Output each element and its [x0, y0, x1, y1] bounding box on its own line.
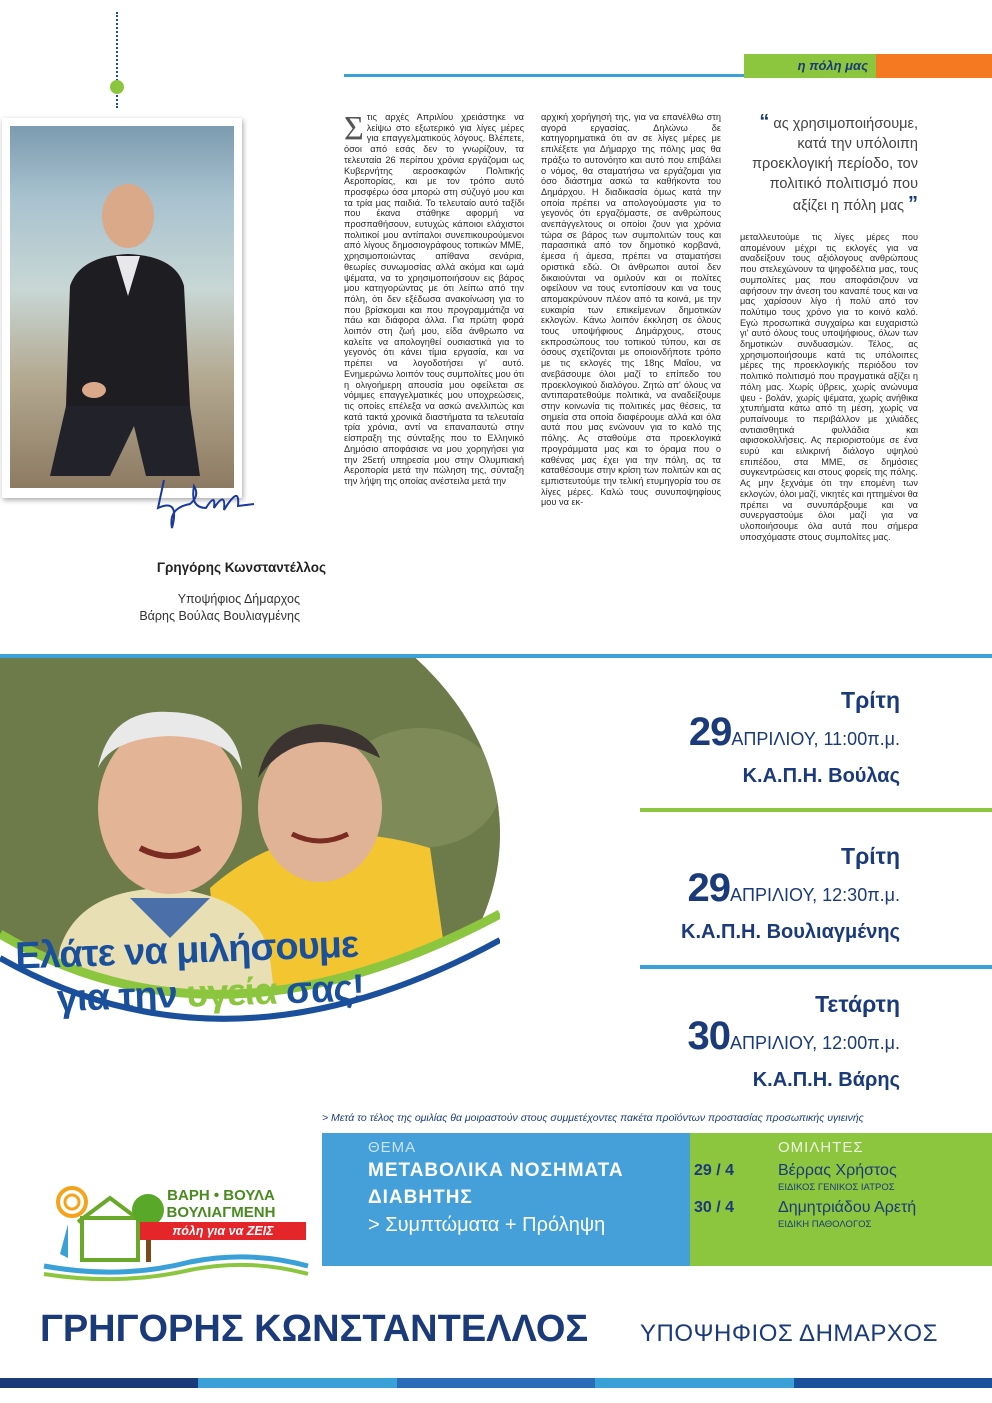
pull-quote-text: ας χρησιμοποιήσουμε, κατά την υπόλοιπη προεκλογική περίοδο, τον πολιτικό πολιτισμό που αξίζει η πόλη μας	[752, 116, 918, 214]
event-place: Κ.Α.Π.Η. Βούλας	[742, 765, 900, 787]
drop-cap: Σ	[344, 110, 364, 147]
article-text-2: αρχική χορήγησή της, για να επανέλθω στη αγορά εργασίας. Δηλώνω δε κατηγορηματικά ότι αν σε λίγες μέρες με επιλέξετε για Δήμαρχο της πόλης μας θα πράξω το αυτονόητο και αυτό που επιβάλει ο νόμος, θα σταματήσω να εργάζομαι για όσο διάστημα ασκώ τα καθήκοντα του Δημάρχου. Η διαδικασία όμως κατά την οποία πρέπει να απολογούμαστε για το γεγονός ότι εργαζόμαστε, σε ανθρώπους ανεπάγγελτους οι οποίοι ζουν για χρόνια τώρα σε βάρος των συμπολιτών τους και παρασιτικά από τον δημοτικό κορβανά, έμεσα ή άμεσα, πρέπει να σταματήσει οριστικά εδώ. Οι άνθρωποι αυτοί δεν δικαιούνται να ομιλούν και οι πολίτες οφείλουν να τους εντοπίσουν και να τους απομακρύνουν πλέον από τα κοινά, με την ευκαιρία των επικείμενων δημοτικών εκλογών. Κάνω λοιπόν έκκληση σε όλους τους υποψήφιους Δημάρχους, στους εκπροσώπους του τοπικού τύπου, και σε όσους σχετίζονται με οποιονδήποτε τρόπο με τις εκλογές της 18ης Μαΐου, να ανεβάσουμε όλοι μαζί το επίπεδο του προεκλογικού διαλόγου. Ζητώ απ' όλους να αντιπαρατεθούμε πολιτικά, να αναδείξουμε στην κοινωνία τις πολιτικές μας θέσεις, τα σημεία στα οποία διαφέρουμε αλλά και όλα αυτά που μας ενώνουν για το καλό της πόλης. Ας σταθούμε στα προεκλογικά προγράμματα μας και το όραμα που ο καθένας μας έχει για την πόλη, ας τα καταθέσουμε στην κρίση των πολιτών και ας εμπιστευτούμε την τελική ετυμηγορία του σε λίγες μέρες. Καλώ τους συνυποψηφίους μου να εκ-	[541, 112, 721, 508]
event-datetime: ΑΠΡΙΛΙΟΥ, 11:00π.μ.	[731, 729, 900, 749]
theme-box	[322, 1133, 690, 1266]
signature	[150, 468, 260, 538]
theme-subtitle: > Συμπτώματα + Πρόληψη	[368, 1214, 606, 1236]
pull-quote	[740, 112, 918, 216]
article-text-3: μεταλλευτούμε τις λίγες μέρες που απομένουν μέχρι τις εκλογές για να αναδείξουν τους αξιόλογους ανθρώπους που στελεχώνουν τα ψηφοδέλτια μας, τους συμπολίτες μας που αποφάσιζουν να αφήσουν την άνεση του καναπέ τους και να μας χαρίσουν λίγο ή πολύ από τον πολύτιμο τους χρόνο για το κοινό καλό. Εγώ προσωπικά συγχαίρω και ευχαριστώ γι' αυτό όλους τους υποψήφιους, όλων των δημοτικών συνδυασμών. Τέλος, ας χρησιμοποιήσουμε κατά τις υπόλοιπες μέρες της προεκλογικής περιόδου τον πολιτικό πολιτισμό που πραγματικά αξίζει η πόλη μας. Χωρίς ύβρεις, χωρίς ανώνυμα ψευ - βολάν, χωρίς ψέματα, χωρίς ανήθικα χτυπήματα κάτω από τη μέση, χωρίς να ρυπαίνουμε το περιβάλλον με χιλιάδες αντιαισθητικά φυλλάδια και αφισοκολλήσεις. Ας περιοριστούμε σε ένα ευρύ και ειλικρινή διάλογο υψηλού επιπέδου, στα ΜΜΕ, σε δημόσιες συγκεντρώσεις και στους φορείς της πόλης. Ας μην ξεχνάμε ότι την επομένη των εκλογών, όλοι μαζί, νικητές και ηττημένοι θα πρέπει να συνυπάρξουμε και να συνεργαστούμε όλοι μαζί για να υλοποιήσουμε όλα αυτά που σήμερα υποσχόμαστε στους συμπολίτες μας.	[740, 232, 918, 542]
candidate-photo-card	[2, 118, 242, 498]
speaker-name: Δημητριάδου Αρετή	[778, 1199, 917, 1216]
divider-blue	[640, 965, 992, 969]
event-day: Τετάρτη	[815, 991, 900, 1017]
footer-role: ΥΠΟΨΗΦΙΟΣ ΔΗΜΑΡΧΟΣ	[640, 1320, 938, 1347]
speaker-name: Βέρρας Χρήστος	[778, 1162, 897, 1179]
theme-label: ΘΕΜΑ	[368, 1139, 417, 1156]
slogan-word-health: υγεία	[185, 970, 278, 1016]
speaker-title: ΕΙΔΙΚΟΣ ΓΕΝΙΚΟΣ ΙΑΤΡΟΣ	[778, 1182, 895, 1193]
event-place: Κ.Α.Π.Η. Βάρης	[752, 1069, 900, 1091]
article-column-3	[740, 232, 918, 542]
slogan-word-2: να μιλήσουμε	[123, 923, 359, 974]
theme-title-2: ΔΙΑΒΗΤΗΣ	[368, 1187, 473, 1208]
speaker-date: 30 / 4	[694, 1199, 735, 1216]
article-text-1: τις αρχές Απριλίου χρειάστηκε να λείψω στο εξωτερικό για λίγες μέρες για επαγγελματικούς λόγους. Βλέπετε, όσοι από εσάς δεν το γνωρίζουν, τα τελευταία 26 περίπου χρόνια εργάζομαι ως Κυβερνήτης αεροσκαφών Πολιτικής Αεροπορίας, και με τον τρόπο αυτό προσφέρω όσα μπορώ στη σύζυγό μου και τα τρία μας παιδιά. Το τελευταίο αυτό ταξίδι που έκανα στάθηκε αφορμή να προσπαθήσουν, ευτυχώς κάποιοι ελάχιστοι πολιτικοί μου αντίπαλοι συνεπικουρούμενοι από λίγους δημοσιογράφους τοπικών ΜΜΕ, χρησιμοποιώντας απίθανα σενάρια, θεωρίες συνωμοσίας αλλά ακόμα και ωμά ψέματα, να το χρησιμοποιήσουν εις βάρος μου κατηγορώντας με ότι λείπω από την πόλη, ότι δεν εξέδωσα ανακοίνωση για το που βρίσκομαι και που προγραμμάτιζα να πάω και διάφορα άλλα. Για πρώτη φορά λοιπόν στη ζωή μου, είδα άνθρωπο να καλείτε να απολογηθεί ουσιαστικά για το γεγονός ότι κάνει τίμια εργασία, και να πρέπει να λογοδοτήσει γι' αυτό. Ενημερώνω λοιπόν τους συμπολίτες μου ότι η ολιγοήμερη απουσία μου οφείλεται σε νόμιμες επαγγελματικές μου υποχρεώσεις, τις οποίες επέλεξα να ασκώ ανελλιπώς και κατά τακτά χρονικά διαστήματα τα τελευταία τρία χρόνια, αντί να επαναπαυτώ στην είσπραξη της σύνταξης που το Ελληνικό Δημόσιο αποφάσισε να μου χορηγήσει για την 25ετή υπηρεσία μου στην Ολυμπιακή Αεροπορία μετά την πώληση της, σύνταξη την λήψη της οποίας ανέστειλα μετά την	[344, 112, 524, 486]
event-place: Κ.Α.Π.Η. Βουλιαγμένης	[681, 921, 900, 943]
speakers-box	[690, 1133, 992, 1266]
article-column-2	[541, 112, 721, 508]
event-day: Τρίτη	[841, 843, 900, 869]
campaign-slogan	[15, 921, 398, 1022]
event-2	[681, 842, 900, 947]
slogan-word-1: Ελάτε	[14, 932, 116, 978]
green-dot	[110, 80, 124, 94]
divider-green	[640, 808, 992, 812]
speaker-date: 29 / 4	[694, 1162, 735, 1179]
footnote: > Μετά το τέλος της ομιλίας θα μοιραστούν στους συμμετέχοντες πακέτα προϊόντων προστασίας προσωπικής υγιεινής	[322, 1112, 864, 1124]
candidate-municipality: Βάρης Βούλας Βουλιαγμένης	[139, 609, 300, 623]
slogan-word-4: σας!	[285, 967, 365, 1013]
event-date-number: 30	[687, 1014, 730, 1058]
article-column-1	[344, 112, 524, 487]
event-datetime: ΑΠΡΙΛΙΟΥ, 12:00π.μ.	[730, 1033, 900, 1053]
logo-text-2: ΒΟΥΛΙΑΓΜΕΝΗ	[166, 1204, 276, 1221]
event-datetime: ΑΠΡΙΛΙΟΥ, 12:30π.μ.	[730, 885, 900, 905]
section-tag: η πόλη μας	[744, 54, 876, 78]
footer-name: ΓΡΗΓΟΡΗΣ ΚΩΝΣΤΑΝΤΕΛΛΟΣ	[40, 1308, 589, 1350]
speaker-row	[694, 1199, 992, 1230]
speaker-title: ΕΙΔΙΚΗ ΠΑΘΟΛΟΓΟΣ	[778, 1219, 872, 1230]
footer-color-bar	[0, 1378, 992, 1388]
open-quote-icon: “	[759, 111, 770, 133]
event-day: Τρίτη	[841, 687, 900, 713]
theme-title-1: ΜΕΤΑΒΟΛΙΚΑ ΝΟΣΗΜΑΤΑ	[368, 1160, 624, 1181]
candidate-role: Υποψήφιος Δήμαρχος	[177, 592, 300, 606]
event-3	[688, 990, 901, 1095]
candidate-name: Γρηγόρης Κωνσταντέλλος	[156, 560, 326, 575]
logo-text-1: ΒΑΡΗ • ΒΟΥΛΑ	[167, 1187, 275, 1204]
candidate-photo	[10, 126, 234, 488]
logo-text-3: πόλη για να ΖΕΙΣ	[140, 1222, 306, 1240]
speakers-label: ΟΜΙΛΗΤΕΣ	[778, 1139, 864, 1156]
event-date-number: 29	[688, 710, 732, 754]
speaker-row	[694, 1162, 992, 1193]
slogan-word-3: για την	[56, 974, 178, 1021]
orange-tab	[876, 54, 992, 78]
event-date-number: 29	[687, 866, 730, 910]
candidate-figure	[50, 176, 200, 488]
close-quote-icon: ”	[908, 193, 918, 215]
event-1	[689, 686, 900, 791]
